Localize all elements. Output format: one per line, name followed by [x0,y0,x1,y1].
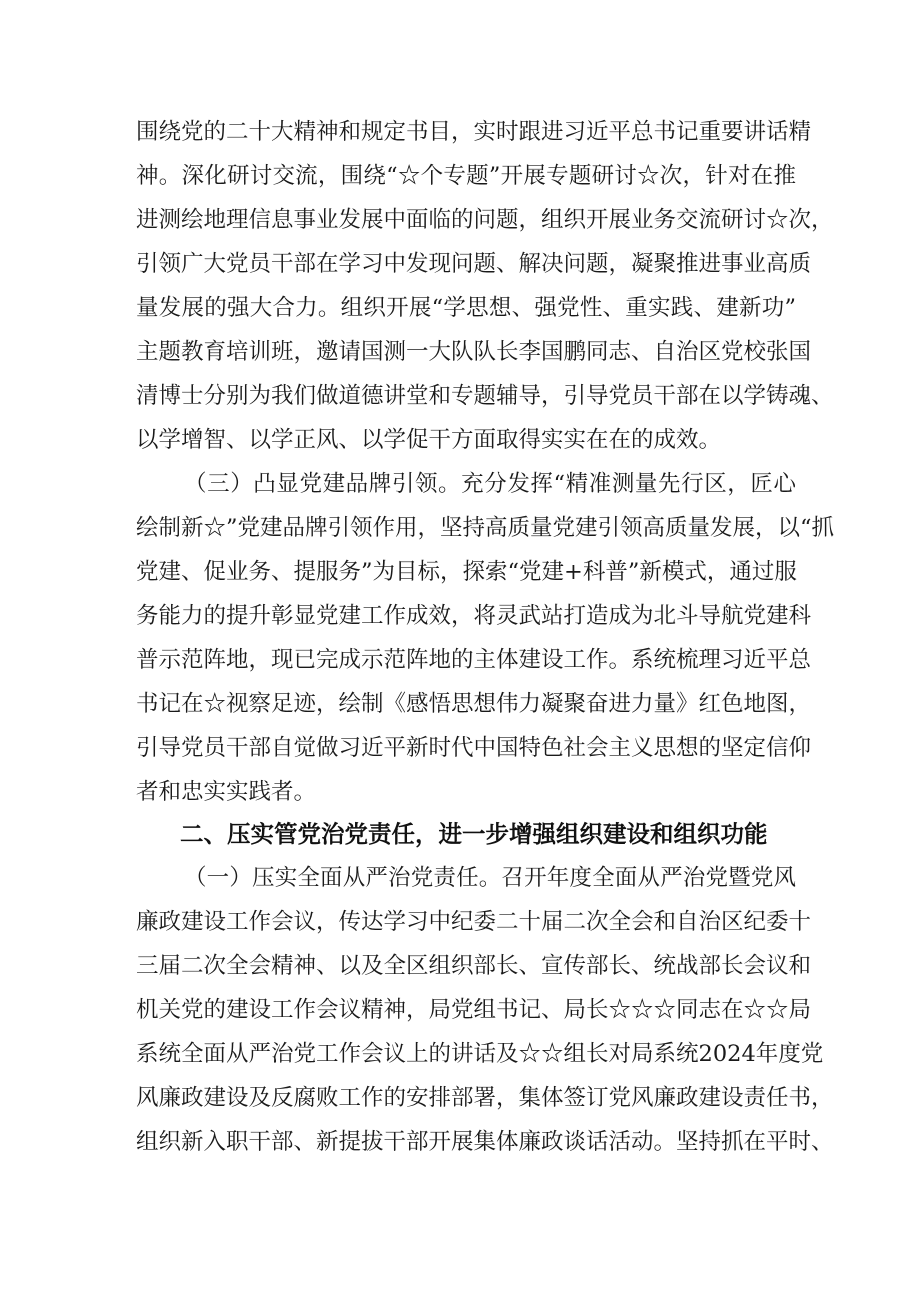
paragraph-1-line-8: 以学增智、以学正风、以学促干方面取得实实在在的成效。 [136,427,722,453]
paragraph-1-line-2: 神。深化研讨交流，围绕“☆个专题”开展专题研讨☆次，针对在推 [136,163,796,189]
paragraph-1-line-3: 进测绘地理信息事业发展中面临的问题，组织开展业务交流研讨☆次， [136,207,834,233]
paragraph-1-line-5: 量发展的强大合力。组织开展“学思想、强党性、重实践、建新功” [136,295,796,321]
paragraph-1-line-4: 引领广大党员干部在学习中发现问题、解决问题，凝聚推进事业高质 [136,251,812,277]
paragraph-3-line-1: （一）压实全面从严治党责任。召开年度全面从严治党暨党风 [184,865,796,891]
paragraph-2-line-1: （三）凸显党建品牌引领。充分发挥“精准测量先行区，匠心 [184,471,796,497]
paragraph-3-line-4: 机关党的建设工作会议精神，局党组书记、局长☆☆☆同志在☆☆局 [136,997,812,1023]
paragraph-2-line-8: 者和忠实实践者。 [136,779,317,805]
paragraph-2-line-6: 书记在☆视察足迹，绘制《感悟思想伟力凝聚奋进力量》红色地图， [136,691,812,717]
paragraph-3-line-3: 三届二次全会精神、以及全区组织部长、宣传部长、统战部长会议和 [136,953,812,979]
paragraph-1-line-6: 主题教育培训班，邀请国测一大队队长李国鹏同志、自治区党校张国 [136,339,812,365]
paragraph-3-line-7: 组织新入职干部、新提拔干部开展集体廉政谈话活动。坚持抓在平时、 [136,1129,834,1155]
paragraph-2-line-4: 务能力的提升彰显党建工作成效，将灵武站打造成为北斗导航党建科 [136,603,812,629]
paragraph-3-line-6: 风廉政建设及反腐败工作的安排部署，集体签订党风廉政建设责任书， [136,1085,834,1111]
paragraph-3-line-2: 廉政建设工作会议，传达学习中纪委二十届二次全会和自治区纪委十 [136,909,812,935]
section-heading: 二、压实管党治党责任，进一步增强组织建设和组织功能 [180,820,768,848]
paragraph-3-line-5: 系统全面从严治党工作会议上的讲话及☆☆组长对局系统2024年度党 [136,1041,824,1067]
paragraph-1-line-1: 围绕党的二十大精神和规定书目，实时跟进习近平总书记重要讲话精 [136,119,812,145]
paragraph-2-line-2: 绘制新☆”党建品牌引领作用，坚持高质量党建引领高质量发展，以“抓 [136,515,835,541]
paragraph-2-line-7: 引导党员干部自觉做习近平新时代中国特色社会主义思想的坚定信仰 [136,735,812,761]
paragraph-2-line-5: 普示范阵地，现已完成示范阵地的主体建设工作。系统梳理习近平总 [136,647,812,673]
paragraph-1-line-7: 清博士分别为我们做道德讲堂和专题辅导，引导党员干部在以学铸魂、 [136,383,834,409]
paragraph-2-line-3: 党建、促业务、提服务”为目标，探索“党建+科普”新模式，通过服 [136,559,797,585]
